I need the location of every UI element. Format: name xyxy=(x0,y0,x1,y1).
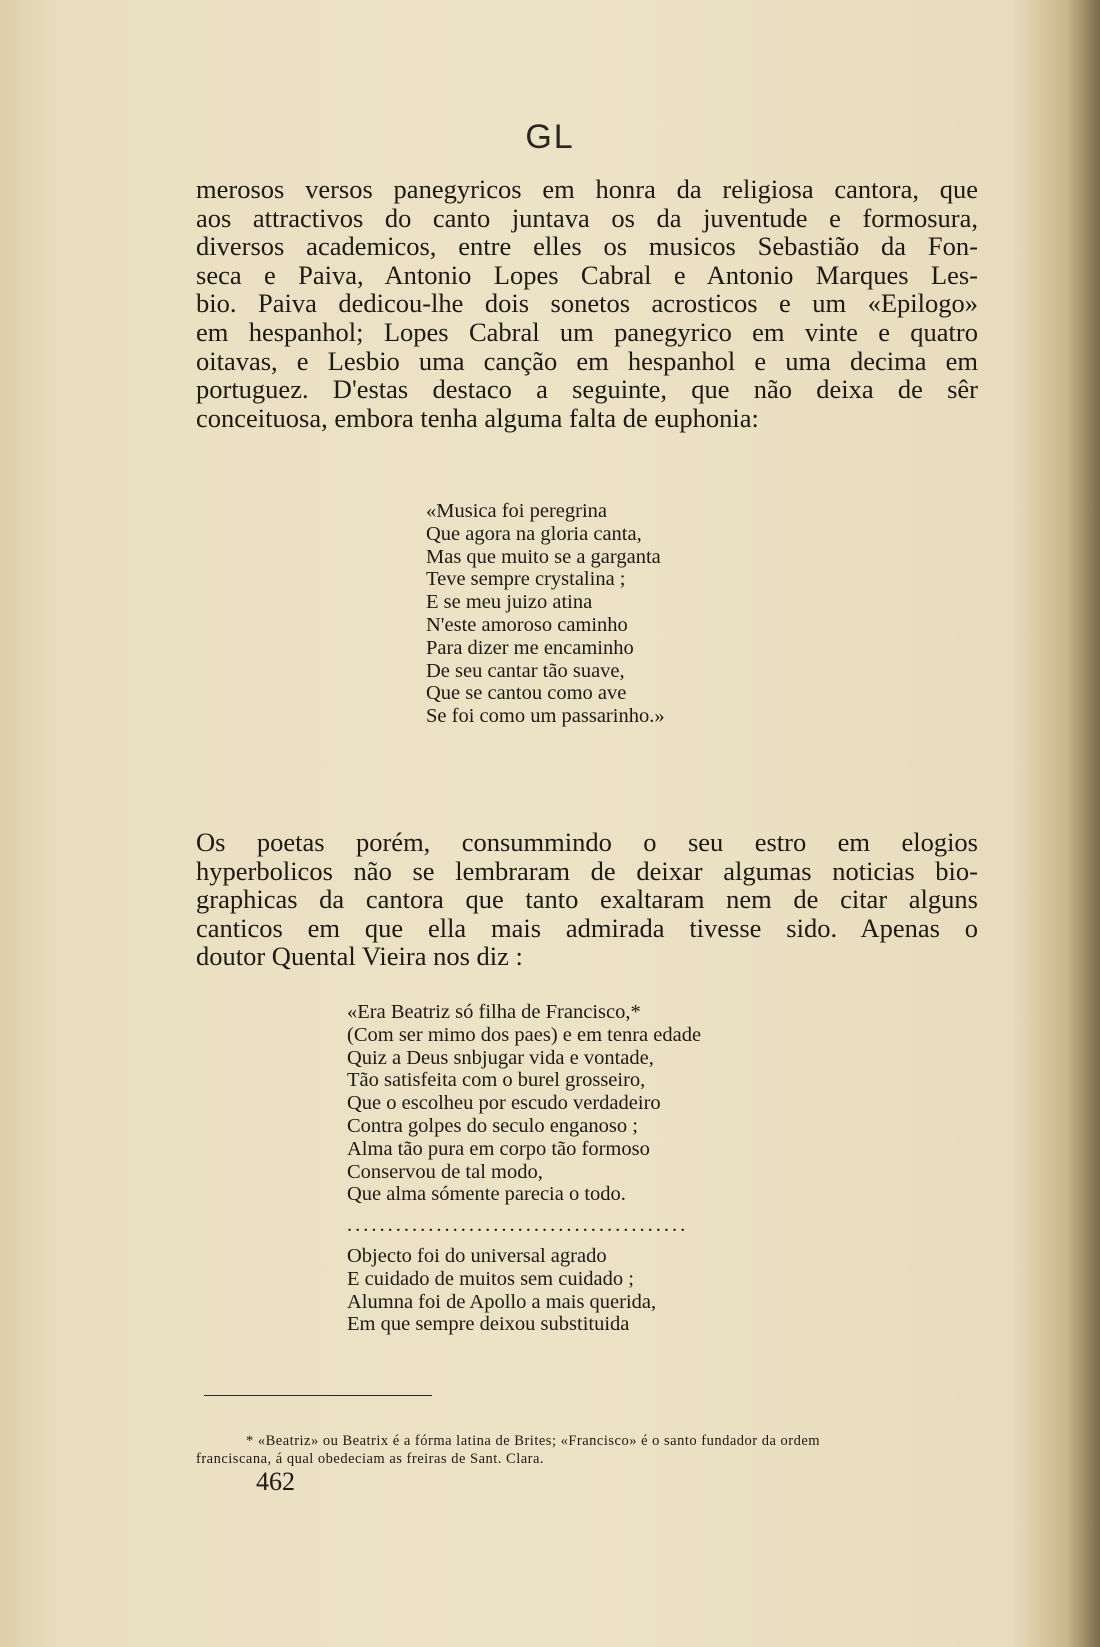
verse-line: Contra golpes do seculo enganoso ; xyxy=(347,1114,638,1137)
paragraph-line: oitavas, e Lesbio uma canção em hespanhol e uma decima em xyxy=(196,345,978,376)
verse-line: Alma tão pura em corpo tão formoso xyxy=(347,1137,650,1160)
verse-line: «Era Beatriz só filha de Francisco,* xyxy=(347,1001,641,1023)
stanza-gap xyxy=(347,1206,701,1214)
verse-line: Que o escolheu por escudo verdadeiro xyxy=(347,1092,661,1115)
verse-line: Se foi como um passarinho.» xyxy=(426,705,665,728)
paragraph-line: bio. Paiva dedicou-lhe dois sonetos acrosticos e um «Epilogo» xyxy=(196,288,978,319)
page-number: 462 xyxy=(256,1467,295,1496)
verse-line: Que se cantou como ave xyxy=(426,682,627,705)
footnote-line-1: * «Beatriz» ou Beatrix é a fórma latina de Brites; «Francisco» é o santo fundador da ordem xyxy=(246,1433,821,1449)
paragraph-line: portuguez. D'estas destaco a seguinte, que não deixa de sêr xyxy=(196,374,978,405)
verse-line: E cuidado de muitos sem cuidado ; xyxy=(347,1267,634,1290)
verse-line: N'este amoroso caminho xyxy=(426,613,628,636)
verse-line: «Musica foi peregrina xyxy=(426,500,608,522)
verse-line: Que alma sómente parecia o todo. xyxy=(347,1183,626,1206)
verse-line: Quiz a Deus snbjugar vida e vontade, xyxy=(347,1046,654,1069)
verse-line: Em que sempre deixou substituida xyxy=(347,1313,630,1336)
running-head-ornament: GL xyxy=(525,118,575,156)
verse-line: Alumna foi de Apollo a mais querida, xyxy=(347,1290,657,1313)
poem-decima xyxy=(426,500,665,728)
paragraph-line: canticos em que ella mais admirada tivesse sido. Apenas o xyxy=(196,912,978,943)
footnote xyxy=(196,1432,978,1468)
verse-line: Mas que muito se a garganta xyxy=(426,545,661,568)
poem-quental-vieira xyxy=(347,1001,701,1336)
paragraph-line: seca e Paiva, Antonio Lopes Cabral e Antonio Marques Les- xyxy=(196,259,978,290)
paragraph-2 xyxy=(196,828,978,971)
paragraph-line: hyperbolicos não se lembraram de deixar algumas noticias bio- xyxy=(196,855,978,886)
footnote-rule xyxy=(204,1395,432,1396)
paragraph-line: conceituosa, embora tenha alguma falta de euphonia: xyxy=(196,402,759,433)
verse-line: Tão satisfeita com o burel grosseiro, xyxy=(347,1069,646,1092)
verse-line: Que agora na gloria canta, xyxy=(426,522,642,545)
verse-line: Para dizer me encaminho xyxy=(426,636,634,659)
paragraph-line: doutor Quental Vieira nos diz : xyxy=(196,941,523,972)
paragraph-line: aos attractivos do canto juntava os da juventude e formosura, xyxy=(196,202,978,233)
verse-line: Objecto foi do universal agrado xyxy=(347,1244,607,1267)
paragraph-1 xyxy=(196,175,978,432)
paragraph-line: merosos versos panegyricos em honra da religiosa cantora, que xyxy=(196,174,978,204)
stanza-gap xyxy=(347,1237,701,1245)
verse-line: E se meu juizo atina xyxy=(426,591,593,614)
paragraph-line: graphicas da cantora que tanto exaltaram nem de citar alguns xyxy=(196,884,978,915)
omission-dots: .......................................... xyxy=(347,1214,689,1237)
footnote-line-2: franciscana, á qual obedeciam as freiras de Sant. Clara. xyxy=(196,1451,545,1467)
verse-line: (Com ser mimo dos paes) e em tenra edade xyxy=(347,1023,702,1046)
paragraph-line: em hespanhol; Lopes Cabral um panegyrico em vinte e quatro xyxy=(196,316,978,347)
paragraph-line: diversos academicos, entre elles os musicos Sebastião da Fon- xyxy=(196,231,978,262)
verse-line: De seu cantar tão suave, xyxy=(426,659,625,682)
paragraph-line: Os poetas porém, consummindo o seu estro em elogios xyxy=(196,827,978,857)
verse-line: Teve sempre crystalina ; xyxy=(426,568,626,591)
verse-line: Conservou de tal modo, xyxy=(347,1160,543,1183)
